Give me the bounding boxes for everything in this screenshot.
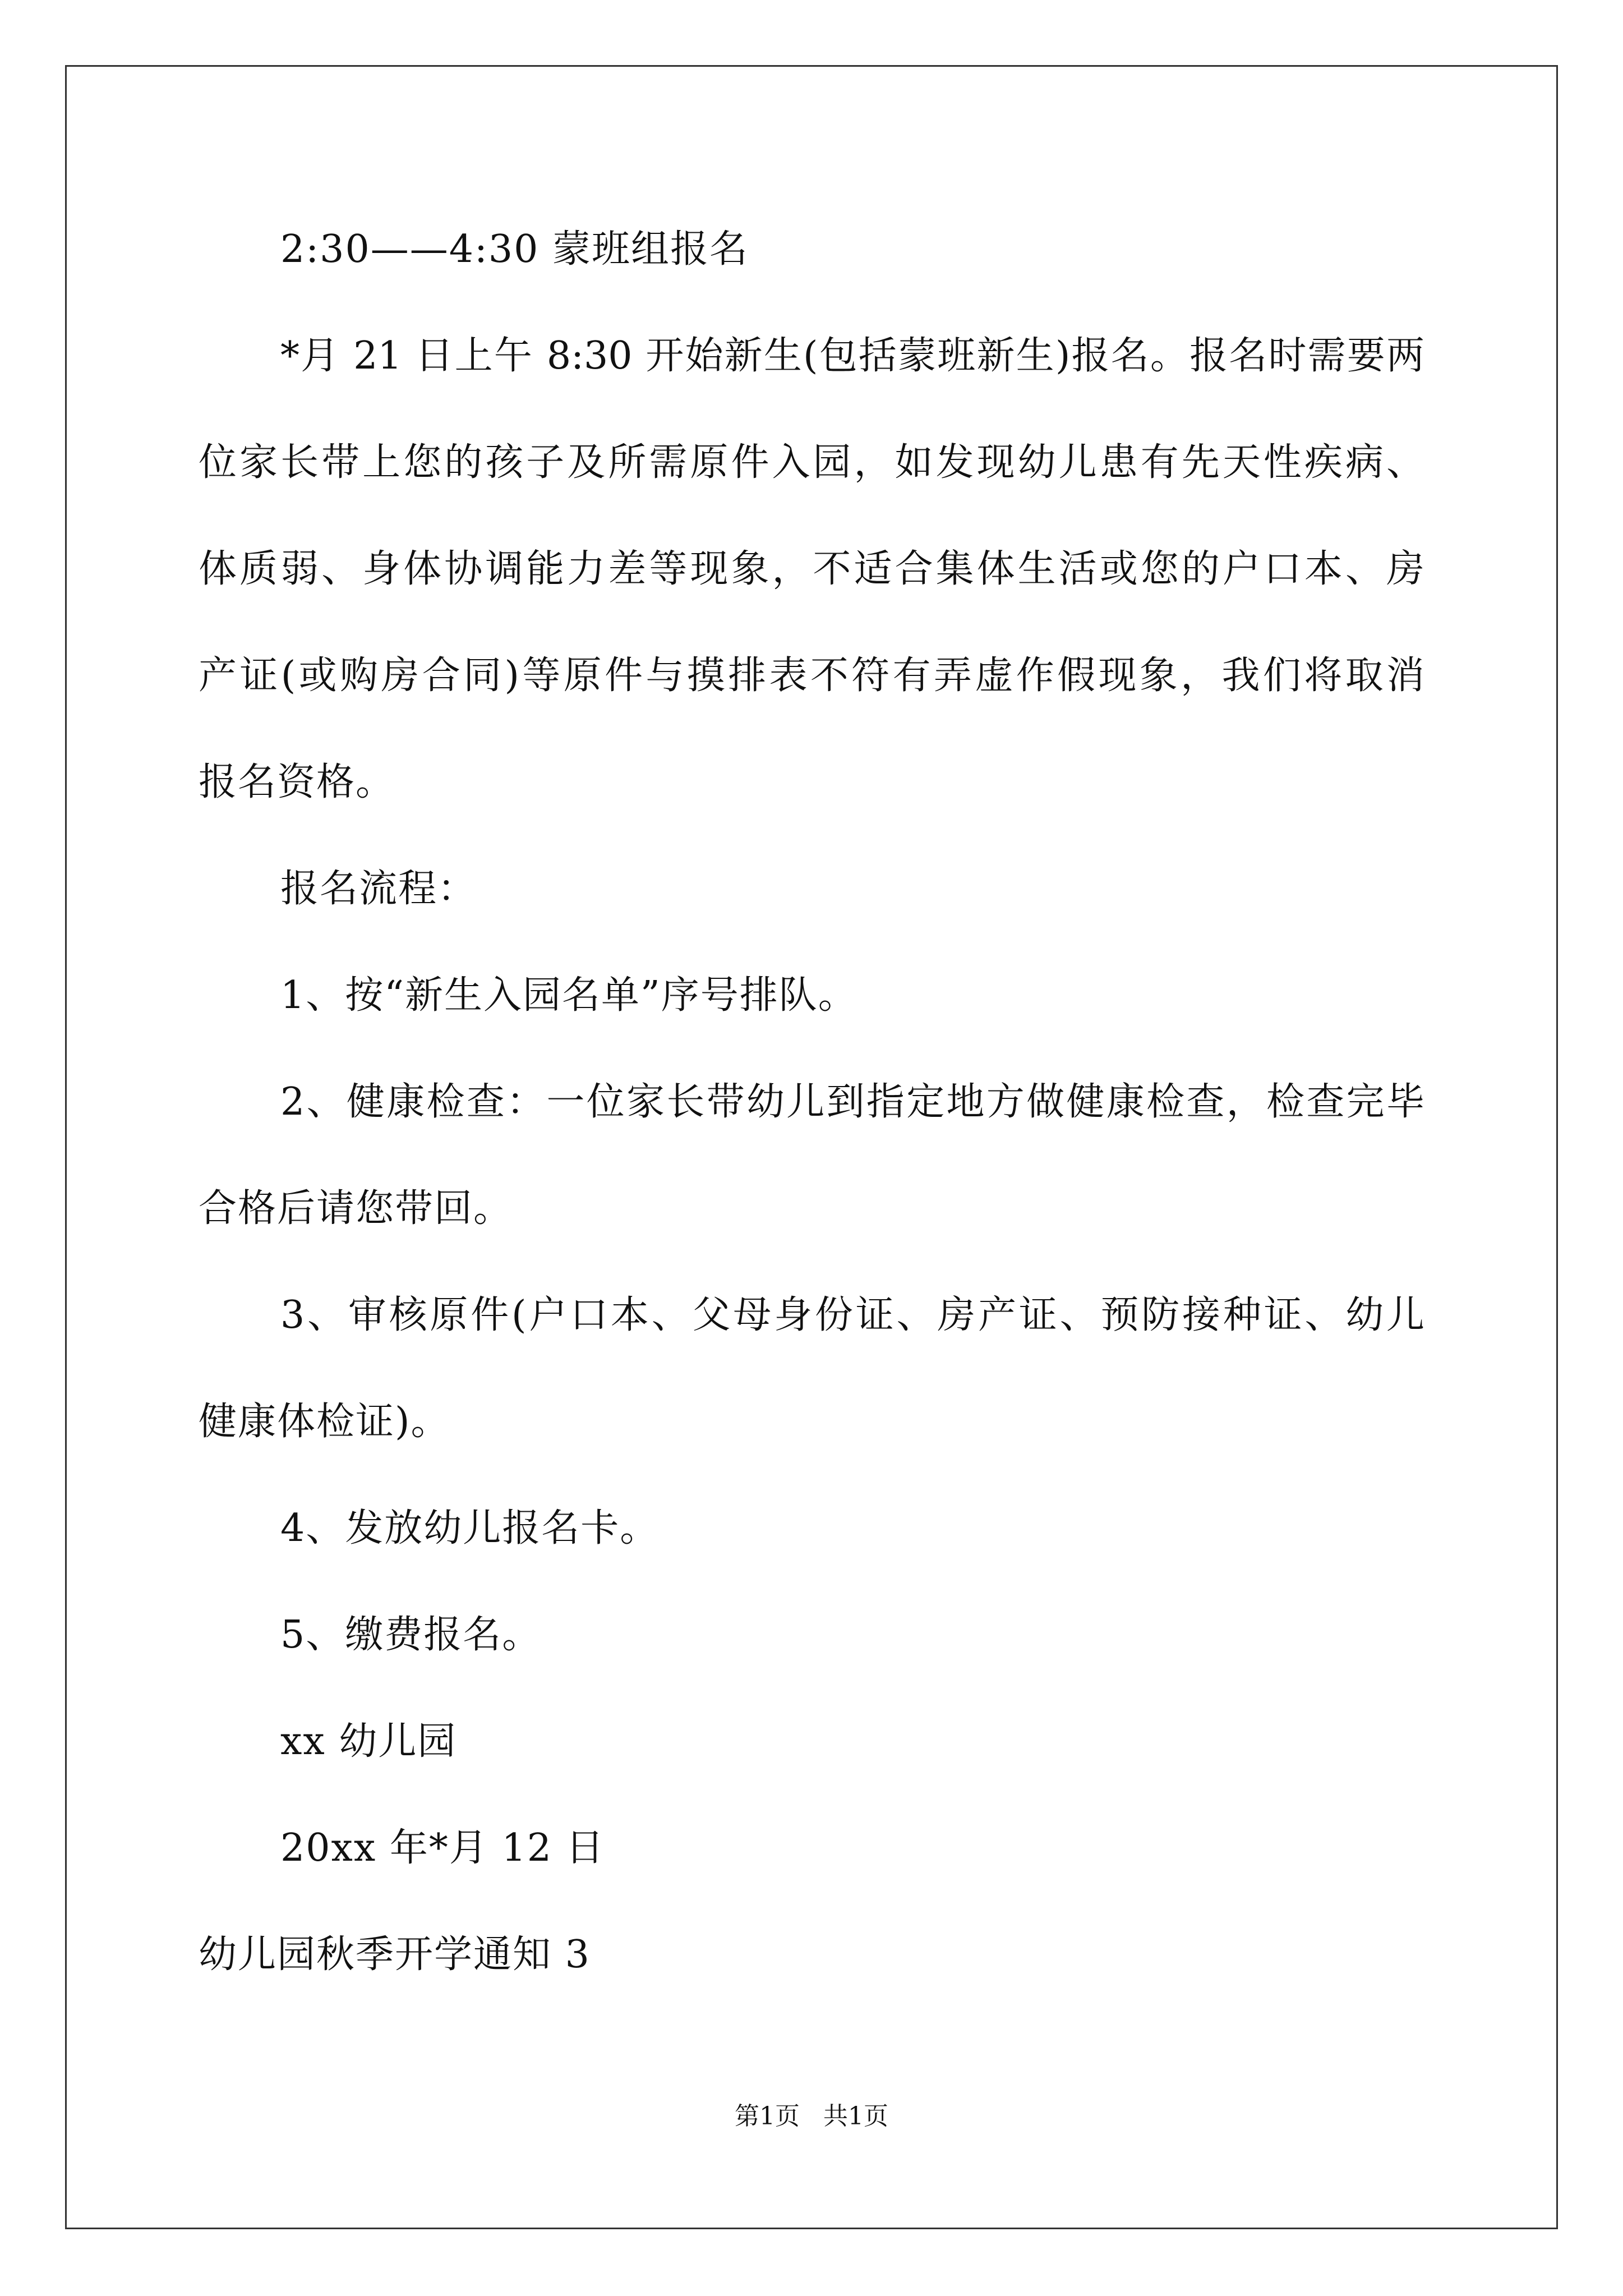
paragraph-line: *月 21 日上午 8:30 开始新生(包括蒙班新生)报名。报名时需要两	[280, 334, 1424, 378]
list-item-continuation: 健康体检证)。	[199, 1400, 450, 1444]
list-item: 3、审核原件(户口本、父母身份证、房产证、预防接种证、幼儿	[280, 1293, 1424, 1337]
schedule-line: 2:30——4:30 蒙班组报名	[280, 227, 749, 272]
paragraph-line: 报名资格。	[199, 760, 395, 804]
list-item: 1、按“新生入园名单”序号排队。	[280, 973, 857, 1018]
list-item: 4、发放幼儿报名卡。	[280, 1506, 660, 1550]
paragraph-line: 体质弱、身体协调能力差等现象，不适合集体生活或您的户口本、房	[199, 547, 1424, 591]
page-footer: 第1页 共1页	[735, 2102, 888, 2131]
list-item: 2、健康检查：一位家长带幼儿到指定地方做健康检查，检查完毕	[280, 1080, 1424, 1124]
signature-org: xx 幼儿园	[280, 1719, 457, 1764]
list-item-continuation: 合格后请您带回。	[199, 1186, 513, 1231]
list-item: 5、缴费报名。	[280, 1613, 542, 1657]
signature-date: 20xx 年*月 12 日	[280, 1826, 605, 1870]
next-section-title: 幼儿园秋季开学通知 3	[199, 1932, 591, 1977]
section-heading: 报名流程：	[280, 867, 477, 911]
paragraph-line: 产证(或购房合同)等原件与摸排表不符有弄虚作假现象，我们将取消	[199, 654, 1424, 698]
page-border	[65, 65, 1558, 2229]
paragraph-line: 位家长带上您的孩子及所需原件入园，如发现幼儿患有先天性疾病、	[199, 440, 1424, 485]
